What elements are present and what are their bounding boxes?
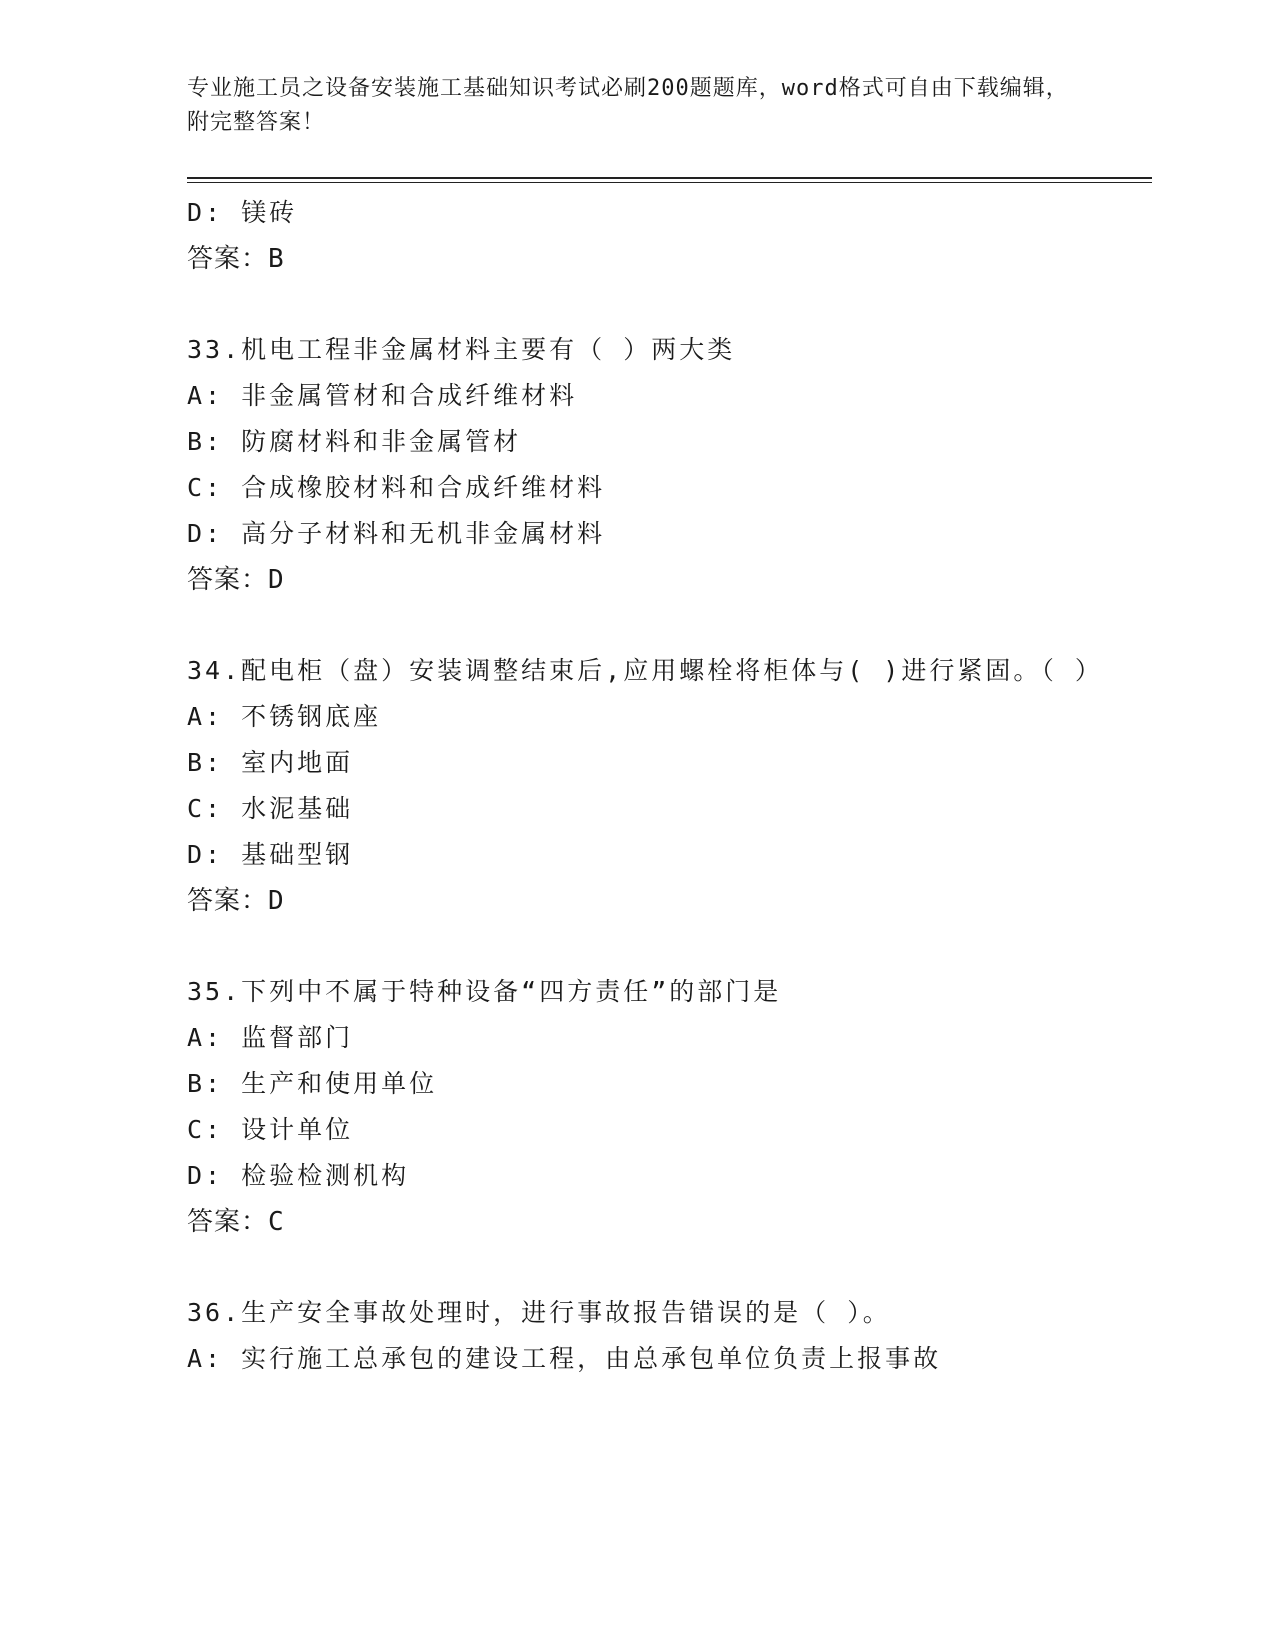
question-36 — [187, 1290, 1087, 1382]
answer: 答案：D — [187, 565, 285, 595]
header-divider-thin — [187, 182, 1152, 183]
header-divider-thick — [187, 177, 1152, 179]
question-stem: 36.生产安全事故处理时，进行事故报告错误的是（ ）。 — [187, 1298, 891, 1327]
question-35 — [187, 969, 1087, 1245]
prev-option-d: D: 镁砖 — [187, 198, 298, 227]
question-stem: 33.机电工程非金属材料主要有（ ）两大类 — [187, 335, 736, 364]
question-list — [187, 190, 1103, 1382]
option-b: B: 防腐材料和非金属管材 — [187, 427, 522, 456]
option-b: B: 室内地面 — [187, 748, 354, 777]
prev-answer: 答案：B — [187, 244, 285, 274]
option-d: D: 检验检测机构 — [187, 1161, 410, 1190]
question-stem: 34.配电柜（盘）安装调整结束后,应用螺栓将柜体与( )进行紧固。（ ） — [187, 656, 1103, 685]
option-b: B: 生产和使用单位 — [187, 1069, 438, 1098]
option-c: C: 合成橡胶材料和合成纤维材料 — [187, 473, 606, 502]
question-34 — [187, 648, 1103, 924]
option-a: A: 不锈钢底座 — [187, 702, 382, 731]
option-d: D: 基础型钢 — [187, 840, 354, 869]
option-a: A: 实行施工总承包的建设工程，由总承包单位负责上报事故 — [187, 1344, 942, 1373]
document-header: 专业施工员之设备安装施工基础知识考试必刷200题题库，word格式可自由下载编辑，附完整答案！ — [187, 76, 1069, 135]
option-a: A: 监督部门 — [187, 1023, 354, 1052]
answer: 答案：D — [187, 886, 285, 916]
question-33 — [187, 327, 1087, 603]
option-a: A: 非金属管材和合成纤维材料 — [187, 381, 578, 410]
option-c: C: 水泥基础 — [187, 794, 354, 823]
answer: 答案：C — [187, 1207, 285, 1237]
option-c: C: 设计单位 — [187, 1115, 354, 1144]
option-d: D: 高分子材料和无机非金属材料 — [187, 519, 606, 548]
question-stem: 35.下列中不属于特种设备“四方责任”的部门是 — [187, 977, 782, 1006]
